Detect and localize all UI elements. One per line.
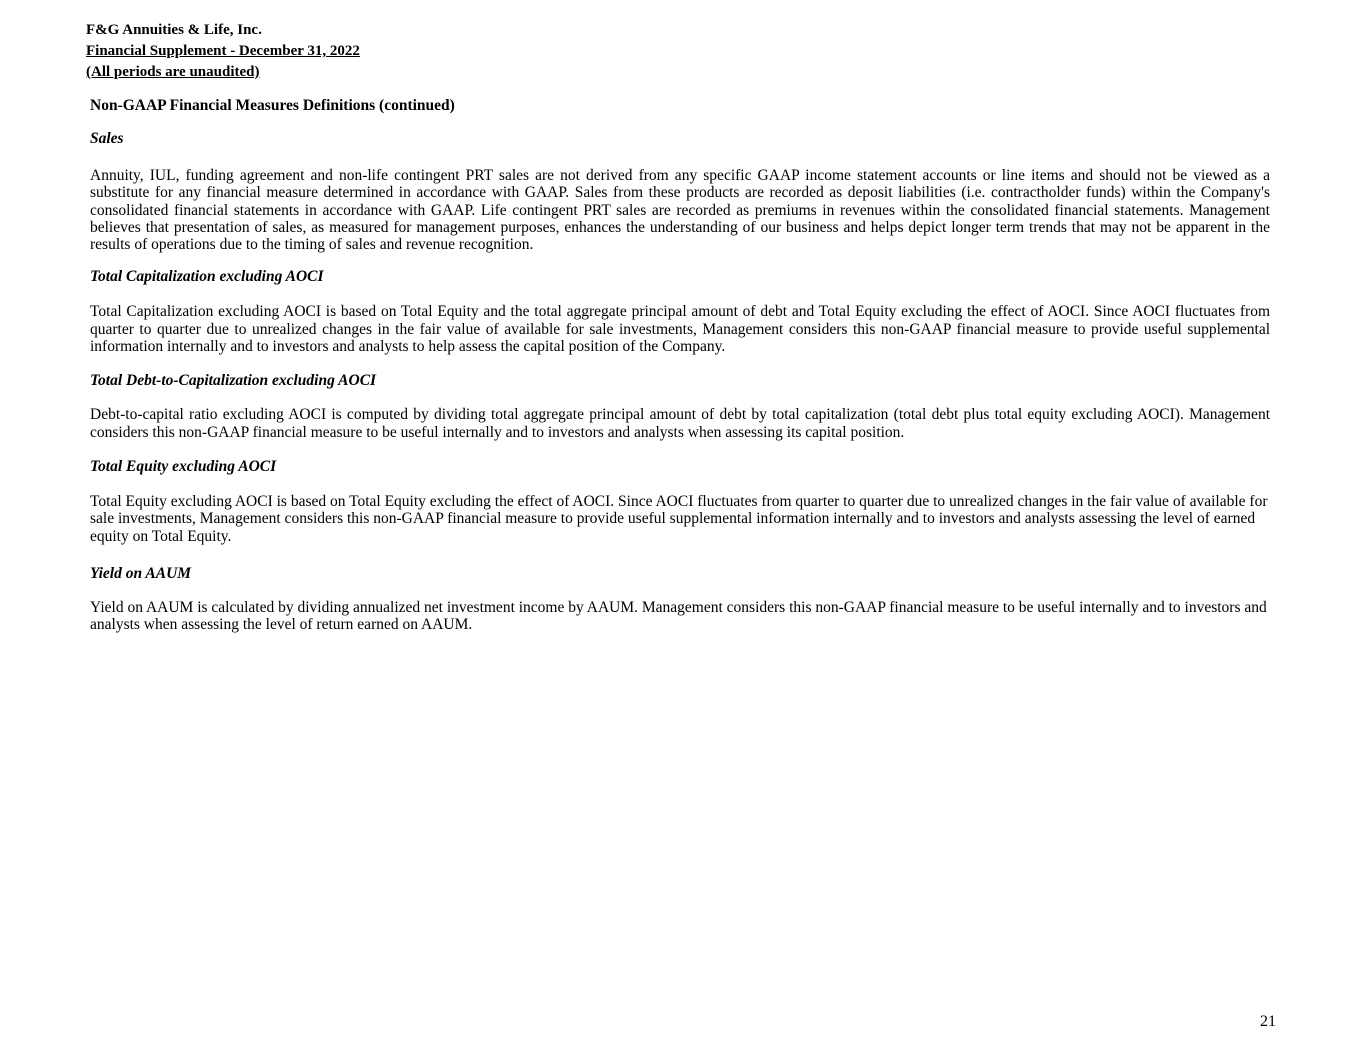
company-name: F&G Annuities & Life, Inc.: [86, 22, 262, 38]
total-capitalization-heading: Total Capitalization excluding AOCI: [90, 268, 324, 286]
sales-heading: Sales: [90, 130, 124, 147]
debt-to-capitalization-heading: Total Debt-to-Capitalization excluding AOCI: [90, 372, 377, 390]
total-equity-heading: Total Equity excluding AOCI: [90, 457, 277, 475]
total-capitalization-paragraph: Total Capitalization excluding AOCI is based on Total Equity and the total aggregate principal amount of debt and Total Equity excluding the effect of AOCI. Since AOCI fluctuates from quarter to quarter due to unrealized changes in the fair value of available for sale investments, Management considers this non-GAAP financial measure to provide useful supplemental information internally and to investors and analysts to help assess the capital position of the Company.: [90, 303, 1270, 356]
total-equity-paragraph: Total Equity excluding AOCI is based on Total Equity excluding the effect of AOCI. Since AOCI fluctuates from quarter to quarter due to unrealized changes in the fair value of available for sale investments, Management considers this non-GAAP financial measure to provide useful supplemental information internally and to investors and analysts assessing the level of earned equity on Total Equity.: [90, 492, 1268, 545]
document-header: [86, 20, 360, 83]
debt-to-capitalization-paragraph: Debt-to-capital ratio excluding AOCI is computed by dividing total aggregate principal amount of debt by total capitalization (total debt plus total equity excluding AOCI). Management considers this non-GAAP financial measure to be useful internally and to investors and analysts when assessing its capital position.: [90, 406, 1270, 441]
yield-on-aaum-paragraph: Yield on AAUM is calculated by dividing annualized net investment income by AAUM. Management considers this non-GAAP financial measure to be useful internally and to investors and analysts when assessing the level of return earned on AAUM.: [90, 598, 1267, 634]
sales-paragraph: Annuity, IUL, funding agreement and non-life contingent PRT sales are not derived from any specific GAAP income statement accounts or line items and should not be viewed as a substitute for any financial measure determined in accordance with GAAP. Sales from these products are recorded as deposit liabilities (i.e. contractholder funds) within the Company's consolidated financial statements in accordance with GAAP. Life contingent PRT sales are recorded as premiums in revenues within the consolidated financial statements. Management believes that presentation of sales, as measured for management purposes, enhances the understanding of our business and helps depict longer term trends that may not be apparent in the results of operations due to the timing of sales and revenue recognition.: [90, 167, 1270, 254]
report-title: Financial Supplement - December 31, 2022: [86, 43, 360, 59]
main-content: [90, 96, 1270, 633]
audit-note: (All periods are unaudited): [86, 64, 260, 80]
page-number: 21: [1260, 1013, 1276, 1030]
yield-on-aaum-heading: Yield on AAUM: [90, 564, 192, 582]
section-title: Non-GAAP Financial Measures Definitions (continued): [90, 97, 455, 114]
